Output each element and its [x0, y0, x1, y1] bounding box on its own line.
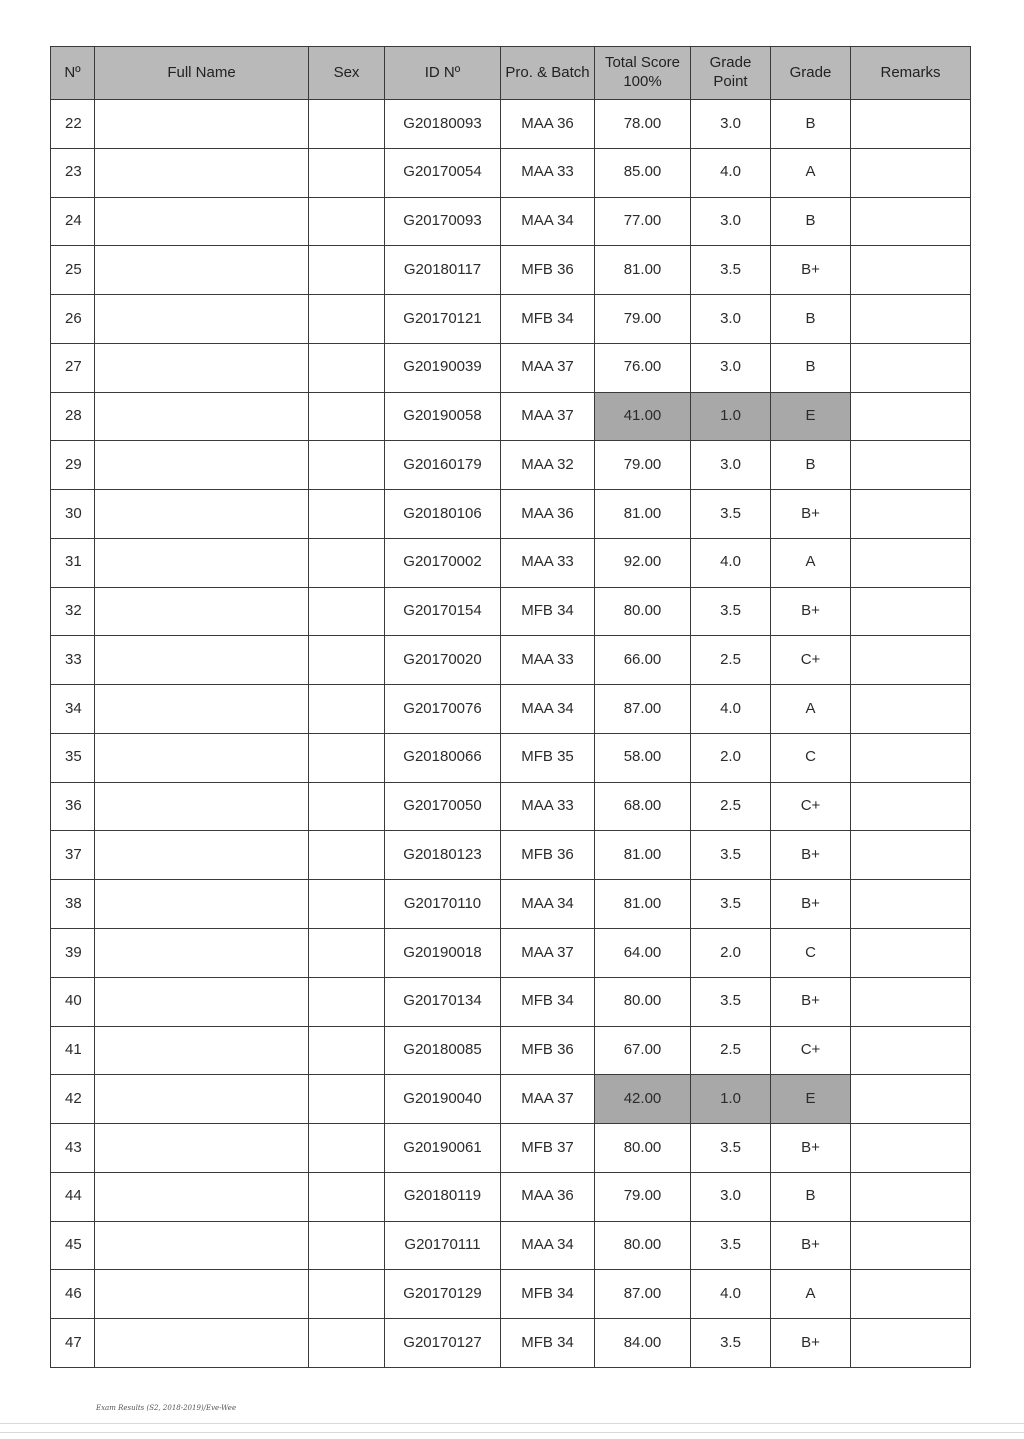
program-batch-cell: MFB 34: [501, 977, 595, 1026]
grade-point-cell: 2.0: [691, 929, 771, 978]
remarks-cell: [851, 148, 971, 197]
grade-cell: C+: [771, 782, 851, 831]
full-name-cell: [95, 295, 309, 344]
header-grade-point: [691, 47, 771, 100]
id-cell: G20190018: [385, 929, 501, 978]
id-cell: G20180066: [385, 733, 501, 782]
sex-cell: [309, 197, 385, 246]
grade-cell: C: [771, 733, 851, 782]
remarks-cell: [851, 636, 971, 685]
total-score-cell: 84.00: [595, 1319, 691, 1368]
grade-cell: E: [771, 392, 851, 441]
table-row: [51, 1270, 971, 1319]
table-row: [51, 1075, 971, 1124]
row-number: 28: [51, 392, 95, 441]
grade-cell: B+: [771, 880, 851, 929]
total-score-cell: 67.00: [595, 1026, 691, 1075]
row-number: 35: [51, 733, 95, 782]
grade-cell: A: [771, 685, 851, 734]
total-score-cell: 58.00: [595, 733, 691, 782]
remarks-cell: [851, 490, 971, 539]
remarks-cell: [851, 100, 971, 149]
grade-point-cell: 3.5: [691, 1221, 771, 1270]
full-name-cell: [95, 1221, 309, 1270]
grade-cell: B: [771, 295, 851, 344]
scan-divider: [0, 1432, 1024, 1433]
row-number: 31: [51, 538, 95, 587]
total-score-cell: 79.00: [595, 295, 691, 344]
total-score-cell: 92.00: [595, 538, 691, 587]
total-score-cell: 80.00: [595, 1124, 691, 1173]
grade-point-cell: 3.5: [691, 490, 771, 539]
grade-cell: A: [771, 538, 851, 587]
header-full-name: Full Name: [95, 47, 309, 100]
id-cell: G20170002: [385, 538, 501, 587]
row-number: 26: [51, 295, 95, 344]
program-batch-cell: MAA 37: [501, 343, 595, 392]
program-batch-cell: MAA 33: [501, 636, 595, 685]
sex-cell: [309, 1124, 385, 1173]
remarks-cell: [851, 1270, 971, 1319]
grade-cell: B+: [771, 490, 851, 539]
full-name-cell: [95, 100, 309, 149]
total-score-cell: 80.00: [595, 1221, 691, 1270]
total-score-cell: 78.00: [595, 100, 691, 149]
total-score-cell: 85.00: [595, 148, 691, 197]
remarks-cell: [851, 685, 971, 734]
program-batch-cell: MAA 34: [501, 1221, 595, 1270]
grade-cell: A: [771, 1270, 851, 1319]
id-cell: G20160179: [385, 441, 501, 490]
grade-cell: C: [771, 929, 851, 978]
grade-cell: B: [771, 100, 851, 149]
program-batch-cell: MAA 33: [501, 538, 595, 587]
row-number: 42: [51, 1075, 95, 1124]
grade-point-cell: 3.5: [691, 977, 771, 1026]
remarks-cell: [851, 782, 971, 831]
header-grade: Grade: [771, 47, 851, 100]
id-cell: G20170121: [385, 295, 501, 344]
grade-point-cell: 2.0: [691, 733, 771, 782]
header-sex: Sex: [309, 47, 385, 100]
total-score-cell: 87.00: [595, 1270, 691, 1319]
program-batch-cell: MAA 37: [501, 929, 595, 978]
program-batch-cell: MAA 34: [501, 197, 595, 246]
remarks-cell: [851, 977, 971, 1026]
program-batch-cell: MAA 37: [501, 1075, 595, 1124]
id-cell: G20170054: [385, 148, 501, 197]
table-row: [51, 1124, 971, 1173]
remarks-cell: [851, 1124, 971, 1173]
sex-cell: [309, 782, 385, 831]
header-total-score: [595, 47, 691, 100]
total-score-cell: 80.00: [595, 977, 691, 1026]
row-number: 39: [51, 929, 95, 978]
sex-cell: [309, 490, 385, 539]
table-row: [51, 685, 971, 734]
grade-cell: B: [771, 1172, 851, 1221]
program-batch-cell: MFB 36: [501, 831, 595, 880]
program-batch-cell: MAA 37: [501, 392, 595, 441]
program-batch-cell: MAA 32: [501, 441, 595, 490]
sex-cell: [309, 977, 385, 1026]
id-cell: G20170093: [385, 197, 501, 246]
remarks-cell: [851, 197, 971, 246]
footer-note: Exam Results (S2, 2018-2019)/Eve-Wee: [96, 1404, 237, 1412]
table-row: [51, 733, 971, 782]
header-total-score-line1: Total Score: [604, 54, 681, 72]
full-name-cell: [95, 977, 309, 1026]
remarks-cell: [851, 831, 971, 880]
grade-point-cell: 2.5: [691, 1026, 771, 1075]
id-cell: G20190039: [385, 343, 501, 392]
header-program-batch: Pro. & Batch: [501, 47, 595, 100]
grade-point-cell: 3.0: [691, 295, 771, 344]
table-row: [51, 1221, 971, 1270]
grade-cell: B: [771, 441, 851, 490]
sex-cell: [309, 148, 385, 197]
header-no: Nº: [51, 47, 95, 100]
full-name-cell: [95, 733, 309, 782]
full-name-cell: [95, 1319, 309, 1368]
program-batch-cell: MFB 34: [501, 295, 595, 344]
table-row: [51, 1026, 971, 1075]
results-sheet: [50, 46, 970, 1368]
sex-cell: [309, 295, 385, 344]
total-score-cell: 81.00: [595, 880, 691, 929]
program-batch-cell: MAA 36: [501, 100, 595, 149]
sex-cell: [309, 1075, 385, 1124]
grade-point-cell: 3.5: [691, 1124, 771, 1173]
table-row: [51, 1319, 971, 1368]
table-row: [51, 246, 971, 295]
grade-cell: E: [771, 1075, 851, 1124]
grade-point-cell: 4.0: [691, 1270, 771, 1319]
program-batch-cell: MFB 35: [501, 733, 595, 782]
row-number: 43: [51, 1124, 95, 1173]
grade-cell: C+: [771, 636, 851, 685]
total-score-cell: 80.00: [595, 587, 691, 636]
row-number: 36: [51, 782, 95, 831]
full-name-cell: [95, 1172, 309, 1221]
row-number: 34: [51, 685, 95, 734]
table-row: [51, 148, 971, 197]
full-name-cell: [95, 490, 309, 539]
grade-cell: B: [771, 343, 851, 392]
table-row: [51, 977, 971, 1026]
total-score-cell: 42.00: [595, 1075, 691, 1124]
sex-cell: [309, 636, 385, 685]
sex-cell: [309, 441, 385, 490]
table-row: [51, 197, 971, 246]
program-batch-cell: MAA 33: [501, 782, 595, 831]
sex-cell: [309, 246, 385, 295]
id-cell: G20180119: [385, 1172, 501, 1221]
program-batch-cell: MFB 36: [501, 1026, 595, 1075]
total-score-cell: 81.00: [595, 246, 691, 295]
total-score-cell: 76.00: [595, 343, 691, 392]
total-score-cell: 79.00: [595, 1172, 691, 1221]
table-row: [51, 782, 971, 831]
id-cell: G20170129: [385, 1270, 501, 1319]
table-row: [51, 1172, 971, 1221]
id-cell: G20190040: [385, 1075, 501, 1124]
row-number: 33: [51, 636, 95, 685]
id-cell: G20170154: [385, 587, 501, 636]
program-batch-cell: MFB 34: [501, 1319, 595, 1368]
sex-cell: [309, 1221, 385, 1270]
sex-cell: [309, 343, 385, 392]
id-cell: G20180093: [385, 100, 501, 149]
remarks-cell: [851, 587, 971, 636]
grade-point-cell: 3.5: [691, 831, 771, 880]
remarks-cell: [851, 880, 971, 929]
sex-cell: [309, 392, 385, 441]
full-name-cell: [95, 1026, 309, 1075]
sex-cell: [309, 1319, 385, 1368]
full-name-cell: [95, 831, 309, 880]
row-number: 25: [51, 246, 95, 295]
grade-point-cell: 4.0: [691, 538, 771, 587]
id-cell: G20170020: [385, 636, 501, 685]
row-number: 23: [51, 148, 95, 197]
id-cell: G20180106: [385, 490, 501, 539]
full-name-cell: [95, 1124, 309, 1173]
row-number: 22: [51, 100, 95, 149]
remarks-cell: [851, 295, 971, 344]
row-number: 47: [51, 1319, 95, 1368]
full-name-cell: [95, 636, 309, 685]
grade-cell: B+: [771, 977, 851, 1026]
total-score-cell: 41.00: [595, 392, 691, 441]
total-score-cell: 68.00: [595, 782, 691, 831]
id-cell: G20170127: [385, 1319, 501, 1368]
id-cell: G20190061: [385, 1124, 501, 1173]
id-cell: G20170134: [385, 977, 501, 1026]
table-row: [51, 100, 971, 149]
sex-cell: [309, 1172, 385, 1221]
row-number: 44: [51, 1172, 95, 1221]
grade-cell: B+: [771, 587, 851, 636]
id-cell: G20180123: [385, 831, 501, 880]
row-number: 24: [51, 197, 95, 246]
sex-cell: [309, 929, 385, 978]
full-name-cell: [95, 1075, 309, 1124]
header-grade-point-line2: Point: [713, 73, 748, 90]
grade-point-cell: 3.5: [691, 587, 771, 636]
remarks-cell: [851, 392, 971, 441]
id-cell: G20190058: [385, 392, 501, 441]
row-number: 45: [51, 1221, 95, 1270]
table-row: [51, 587, 971, 636]
table-row: [51, 343, 971, 392]
remarks-cell: [851, 1221, 971, 1270]
id-cell: G20170076: [385, 685, 501, 734]
table-body: [51, 100, 971, 1368]
exam-results-table: [50, 46, 971, 1368]
program-batch-cell: MFB 36: [501, 246, 595, 295]
program-batch-cell: MFB 34: [501, 587, 595, 636]
grade-cell: B: [771, 197, 851, 246]
program-batch-cell: MFB 34: [501, 1270, 595, 1319]
row-number: 40: [51, 977, 95, 1026]
header-remarks: Remarks: [851, 47, 971, 100]
full-name-cell: [95, 880, 309, 929]
table-row: [51, 880, 971, 929]
row-number: 46: [51, 1270, 95, 1319]
header-id: ID Nº: [385, 47, 501, 100]
grade-cell: B+: [771, 1221, 851, 1270]
sex-cell: [309, 685, 385, 734]
total-score-cell: 81.00: [595, 831, 691, 880]
table-row: [51, 392, 971, 441]
sex-cell: [309, 831, 385, 880]
row-number: 41: [51, 1026, 95, 1075]
sex-cell: [309, 100, 385, 149]
full-name-cell: [95, 441, 309, 490]
row-number: 32: [51, 587, 95, 636]
program-batch-cell: MAA 36: [501, 490, 595, 539]
table-row: [51, 636, 971, 685]
grade-cell: B+: [771, 831, 851, 880]
grade-point-cell: 3.5: [691, 880, 771, 929]
id-cell: G20170050: [385, 782, 501, 831]
sex-cell: [309, 587, 385, 636]
grade-cell: B+: [771, 1124, 851, 1173]
grade-cell: A: [771, 148, 851, 197]
header-row: [51, 47, 971, 100]
grade-point-cell: 1.0: [691, 392, 771, 441]
grade-point-cell: 3.0: [691, 441, 771, 490]
table-row: [51, 831, 971, 880]
full-name-cell: [95, 246, 309, 295]
sex-cell: [309, 880, 385, 929]
id-cell: G20170110: [385, 880, 501, 929]
remarks-cell: [851, 1319, 971, 1368]
id-cell: G20170111: [385, 1221, 501, 1270]
remarks-cell: [851, 538, 971, 587]
full-name-cell: [95, 587, 309, 636]
full-name-cell: [95, 782, 309, 831]
total-score-cell: 64.00: [595, 929, 691, 978]
sex-cell: [309, 538, 385, 587]
grade-point-cell: 3.5: [691, 246, 771, 295]
remarks-cell: [851, 343, 971, 392]
full-name-cell: [95, 1270, 309, 1319]
grade-cell: B+: [771, 246, 851, 295]
grade-point-cell: 3.0: [691, 343, 771, 392]
total-score-cell: 77.00: [595, 197, 691, 246]
remarks-cell: [851, 1075, 971, 1124]
program-batch-cell: MAA 34: [501, 685, 595, 734]
header-grade-point-line1: Grade: [709, 54, 752, 72]
row-number: 38: [51, 880, 95, 929]
grade-point-cell: 3.0: [691, 197, 771, 246]
full-name-cell: [95, 197, 309, 246]
total-score-cell: 66.00: [595, 636, 691, 685]
remarks-cell: [851, 246, 971, 295]
grade-point-cell: 4.0: [691, 685, 771, 734]
row-number: 27: [51, 343, 95, 392]
program-batch-cell: MFB 37: [501, 1124, 595, 1173]
scan-divider: [0, 1423, 1024, 1424]
row-number: 30: [51, 490, 95, 539]
grade-point-cell: 4.0: [691, 148, 771, 197]
grade-point-cell: 1.0: [691, 1075, 771, 1124]
remarks-cell: [851, 1172, 971, 1221]
remarks-cell: [851, 441, 971, 490]
grade-cell: C+: [771, 1026, 851, 1075]
grade-point-cell: 3.0: [691, 100, 771, 149]
grade-point-cell: 3.0: [691, 1172, 771, 1221]
full-name-cell: [95, 148, 309, 197]
table-row: [51, 441, 971, 490]
full-name-cell: [95, 538, 309, 587]
sex-cell: [309, 1270, 385, 1319]
full-name-cell: [95, 392, 309, 441]
id-cell: G20180085: [385, 1026, 501, 1075]
grade-point-cell: 3.5: [691, 1319, 771, 1368]
full-name-cell: [95, 929, 309, 978]
table-row: [51, 538, 971, 587]
row-number: 37: [51, 831, 95, 880]
total-score-cell: 79.00: [595, 441, 691, 490]
header-total-score-line2: 100%: [623, 73, 662, 90]
program-batch-cell: MAA 33: [501, 148, 595, 197]
table-row: [51, 490, 971, 539]
total-score-cell: 81.00: [595, 490, 691, 539]
row-number: 29: [51, 441, 95, 490]
full-name-cell: [95, 343, 309, 392]
remarks-cell: [851, 733, 971, 782]
grade-point-cell: 2.5: [691, 782, 771, 831]
sex-cell: [309, 733, 385, 782]
id-cell: G20180117: [385, 246, 501, 295]
sex-cell: [309, 1026, 385, 1075]
program-batch-cell: MAA 34: [501, 880, 595, 929]
remarks-cell: [851, 1026, 971, 1075]
remarks-cell: [851, 929, 971, 978]
table-row: [51, 929, 971, 978]
table-row: [51, 295, 971, 344]
grade-point-cell: 2.5: [691, 636, 771, 685]
full-name-cell: [95, 685, 309, 734]
program-batch-cell: MAA 36: [501, 1172, 595, 1221]
grade-cell: B+: [771, 1319, 851, 1368]
total-score-cell: 87.00: [595, 685, 691, 734]
